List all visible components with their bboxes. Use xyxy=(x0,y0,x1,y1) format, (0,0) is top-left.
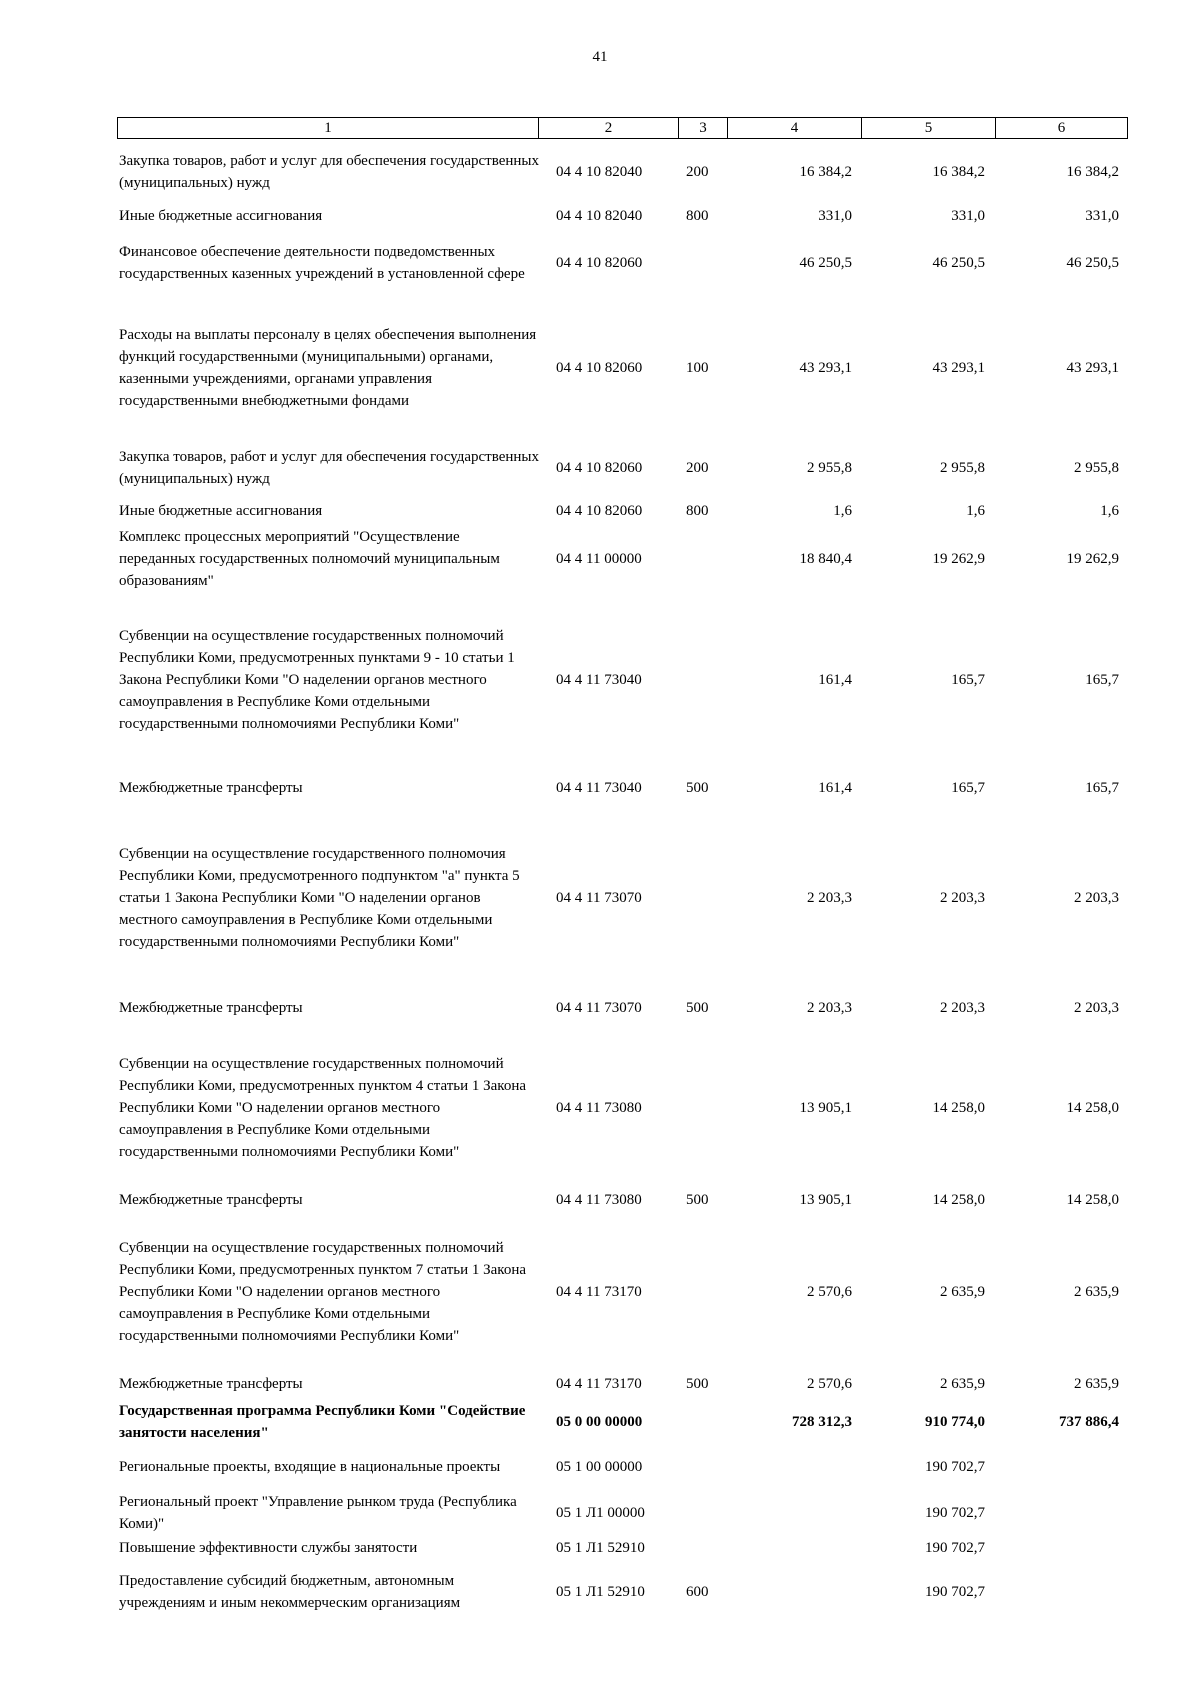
table-row xyxy=(0,438,1200,498)
row-name-cell-text: Иные бюджетные ассигнования xyxy=(119,208,323,224)
row-code-cell-text: 05 1 Л1 52910 xyxy=(556,1539,645,1556)
row-expense-type-cell xyxy=(686,1217,736,1367)
row-name-cell xyxy=(119,140,539,204)
row-expense-type-cell-text: 500 xyxy=(686,1192,709,1208)
row-amount-col4-cell xyxy=(740,1217,852,1367)
table-row xyxy=(0,1490,1200,1535)
row-expense-type-cell xyxy=(686,140,736,204)
row-amount-col5-cell-text: 14 258,0 xyxy=(932,1099,985,1116)
row-code-cell xyxy=(556,812,676,983)
table-row xyxy=(0,523,1200,595)
row-amount-col5-cell xyxy=(874,1032,985,1183)
row-code-cell xyxy=(556,297,676,438)
row-code-cell xyxy=(556,523,676,595)
row-amount-col6-cell xyxy=(1007,140,1119,204)
table-row xyxy=(0,1560,1200,1623)
row-amount-col5-cell xyxy=(874,1217,985,1367)
row-amount-col6-cell xyxy=(1007,983,1119,1032)
row-amount-col6-cell-text: 737 886,4 xyxy=(1059,1414,1119,1430)
row-name-cell xyxy=(119,498,539,523)
row-expense-type-cell xyxy=(686,1535,736,1560)
row-amount-col4-cell-text: 2 203,3 xyxy=(807,999,852,1016)
row-amount-col4-cell-text: 16 384,2 xyxy=(799,164,852,180)
row-amount-col4-cell xyxy=(740,812,852,983)
column-header-row xyxy=(118,118,1128,139)
row-code-cell xyxy=(556,1217,676,1367)
row-expense-type-cell xyxy=(686,204,736,228)
row-amount-col6-cell-text: 2 635,9 xyxy=(1074,1375,1119,1392)
row-code-cell-text: 04 4 11 00000 xyxy=(556,551,642,567)
row-amount-col6-cell-text: 2 635,9 xyxy=(1074,1284,1119,1300)
row-name-cell xyxy=(119,1217,539,1367)
row-amount-col5-cell xyxy=(874,228,985,297)
row-name-cell xyxy=(119,228,539,297)
row-amount-col4-cell xyxy=(740,1490,852,1535)
row-code-cell xyxy=(556,1535,676,1560)
row-expense-type-cell xyxy=(686,1367,736,1400)
column-header-2: 2 xyxy=(539,118,679,139)
row-code-cell-text: 04 4 11 73170 xyxy=(556,1284,642,1300)
row-amount-col6-cell xyxy=(1007,297,1119,438)
row-amount-col6-cell-text: 165,7 xyxy=(1085,671,1119,688)
row-name-cell-text: Межбюджетные трансферты xyxy=(119,999,303,1016)
row-amount-col6-cell-text: 331,0 xyxy=(1085,208,1119,224)
row-amount-col5-cell-text: 331,0 xyxy=(951,208,985,224)
row-amount-col6-cell xyxy=(1007,204,1119,228)
row-amount-col4-cell-text: 161,4 xyxy=(818,780,852,796)
row-expense-type-cell-text: 600 xyxy=(686,1583,709,1600)
row-amount-col6-cell xyxy=(1007,228,1119,297)
row-amount-col5-cell-text: 2 203,3 xyxy=(940,999,985,1016)
row-amount-col4-cell-text: 13 905,1 xyxy=(799,1192,852,1208)
row-amount-col5-cell xyxy=(874,204,985,228)
column-header-1: 1 xyxy=(118,118,539,139)
row-amount-col4-cell-text: 2 955,8 xyxy=(807,460,852,476)
row-amount-col5-cell xyxy=(874,1400,985,1444)
row-name-cell-text: Комплекс процессных мероприятий "Осуществление переданных государственных полномочий муниципальным образованиям" xyxy=(119,529,500,589)
row-amount-col6-cell xyxy=(1007,438,1119,498)
row-amount-col6-cell xyxy=(1007,1367,1119,1400)
row-amount-col6-cell-text: 14 258,0 xyxy=(1066,1192,1119,1208)
row-amount-col5-cell-text: 190 702,7 xyxy=(925,1539,985,1556)
row-code-cell xyxy=(556,204,676,228)
page-number: 41 xyxy=(592,49,608,65)
row-amount-col4-cell xyxy=(740,595,852,764)
row-name-cell xyxy=(119,523,539,595)
row-name-cell xyxy=(119,1535,539,1560)
row-expense-type-cell-text: 800 xyxy=(686,208,709,224)
row-name-cell xyxy=(119,812,539,983)
row-amount-col5-cell xyxy=(874,983,985,1032)
row-amount-col5-cell xyxy=(874,297,985,438)
row-code-cell xyxy=(556,1400,676,1444)
row-name-cell xyxy=(119,595,539,764)
row-amount-col4-cell-text: 161,4 xyxy=(818,671,852,688)
row-expense-type-cell xyxy=(686,438,736,498)
row-amount-col5-cell-text: 1,6 xyxy=(966,502,985,519)
row-code-cell xyxy=(556,140,676,204)
row-amount-col5-cell xyxy=(874,140,985,204)
row-expense-type-cell xyxy=(686,764,736,812)
row-expense-type-cell xyxy=(686,498,736,523)
table-row xyxy=(0,228,1200,297)
row-amount-col6-cell xyxy=(1007,764,1119,812)
row-expense-type-cell xyxy=(686,1490,736,1535)
row-amount-col4-cell-text: 728 312,3 xyxy=(792,1414,852,1430)
row-amount-col4-cell xyxy=(740,1444,852,1490)
row-amount-col4-cell xyxy=(740,983,852,1032)
row-amount-col5-cell-text: 190 702,7 xyxy=(925,1459,985,1475)
row-expense-type-cell xyxy=(686,1560,736,1623)
row-code-cell xyxy=(556,1444,676,1490)
row-name-cell xyxy=(119,297,539,438)
row-amount-col6-cell-text: 16 384,2 xyxy=(1066,164,1119,180)
row-amount-col5-cell xyxy=(874,812,985,983)
row-name-cell xyxy=(119,1444,539,1490)
row-code-cell xyxy=(556,1560,676,1623)
table-row xyxy=(0,498,1200,523)
row-name-cell-text: Закупка товаров, работ и услуг для обеспечения государственных (муниципальных) нужд xyxy=(119,449,540,487)
row-amount-col5-cell-text: 14 258,0 xyxy=(932,1192,985,1208)
row-amount-col5-cell-text: 2 203,3 xyxy=(940,889,985,906)
row-amount-col5-cell xyxy=(874,1535,985,1560)
row-expense-type-cell xyxy=(686,595,736,764)
table-row xyxy=(0,1217,1200,1367)
table-row xyxy=(0,1367,1200,1400)
row-amount-col6-cell xyxy=(1007,1183,1119,1217)
row-amount-col5-cell-text: 165,7 xyxy=(951,780,985,796)
row-code-cell-text: 04 4 11 73170 xyxy=(556,1375,642,1392)
row-amount-col5-cell-text: 2 635,9 xyxy=(940,1375,985,1392)
row-code-cell-text: 04 4 10 82060 xyxy=(556,254,643,271)
row-code-cell xyxy=(556,1183,676,1217)
row-code-cell-text: 05 1 00 00000 xyxy=(556,1459,643,1475)
row-name-cell-text: Региональный проект "Управление рынком труда (Республика Коми)" xyxy=(119,1493,517,1532)
row-amount-col5-cell xyxy=(874,523,985,595)
row-amount-col6-cell-text: 165,7 xyxy=(1085,780,1119,796)
table-row xyxy=(0,204,1200,228)
row-name-cell-text: Межбюджетные трансферты xyxy=(119,1192,303,1208)
row-amount-col4-cell xyxy=(740,1183,852,1217)
row-amount-col4-cell-text: 43 293,1 xyxy=(799,359,852,376)
table-row xyxy=(0,1400,1200,1444)
row-amount-col4-cell-text: 18 840,4 xyxy=(799,551,852,567)
row-expense-type-cell xyxy=(686,812,736,983)
column-header-table xyxy=(117,117,1128,139)
row-amount-col5-cell-text: 190 702,7 xyxy=(925,1504,985,1521)
row-expense-type-cell-text: 800 xyxy=(686,502,709,519)
row-expense-type-cell-text: 500 xyxy=(686,1375,709,1392)
row-amount-col6-cell-text: 46 250,5 xyxy=(1066,254,1119,271)
row-amount-col5-cell xyxy=(874,1560,985,1623)
row-amount-col6-cell xyxy=(1007,812,1119,983)
row-amount-col5-cell xyxy=(874,498,985,523)
row-expense-type-cell-text: 100 xyxy=(686,359,709,376)
row-amount-col6-cell xyxy=(1007,498,1119,523)
row-name-cell xyxy=(119,204,539,228)
row-name-cell xyxy=(119,438,539,498)
row-expense-type-cell-text: 200 xyxy=(686,164,709,180)
row-code-cell xyxy=(556,764,676,812)
row-name-cell-text: Субвенции на осуществление государственных полномочий Республики Коми, предусмотренных пунктом 7 статьи 1 Закона Республики Коми "О наделении органов местного самоуправления в Республике Коми отдельными государственными полномочиями Республики Коми" xyxy=(119,1240,527,1344)
row-code-cell-text: 05 0 00 00000 xyxy=(556,1414,643,1430)
row-amount-col5-cell xyxy=(874,1183,985,1217)
column-header-6: 6 xyxy=(996,118,1128,139)
row-amount-col4-cell xyxy=(740,438,852,498)
table-row xyxy=(0,297,1200,438)
row-name-cell xyxy=(119,1560,539,1623)
row-expense-type-cell xyxy=(686,1183,736,1217)
row-amount-col4-cell-text: 13 905,1 xyxy=(799,1099,852,1116)
row-name-cell xyxy=(119,1183,539,1217)
row-amount-col4-cell-text: 1,6 xyxy=(833,502,852,519)
row-code-cell-text: 04 4 11 73080 xyxy=(556,1099,642,1116)
row-code-cell-text: 04 4 11 73040 xyxy=(556,780,642,796)
row-code-cell xyxy=(556,1032,676,1183)
row-amount-col5-cell-text: 2 635,9 xyxy=(940,1284,985,1300)
row-name-cell-text: Региональные проекты, входящие в национальные проекты xyxy=(119,1459,501,1475)
row-name-cell-text: Субвенции на осуществление государственного полномочия Республики Коми, предусмотренного подпунктом "а" пункта 5 статьи 1 Закона Республики Коми "О наделении органов местного самоуправления в Республике Коми отдельными государственными полномочиями Республики Коми" xyxy=(119,845,520,950)
row-amount-col6-cell xyxy=(1007,523,1119,595)
row-amount-col6-cell xyxy=(1007,1444,1119,1490)
row-amount-col6-cell-text: 2 203,3 xyxy=(1074,999,1119,1016)
row-amount-col5-cell xyxy=(874,1490,985,1535)
row-name-cell xyxy=(119,983,539,1032)
row-expense-type-cell xyxy=(686,523,736,595)
table-row xyxy=(0,764,1200,812)
row-name-cell xyxy=(119,1367,539,1400)
table-row xyxy=(0,1183,1200,1217)
row-amount-col6-cell xyxy=(1007,1535,1119,1560)
row-name-cell xyxy=(119,764,539,812)
row-amount-col5-cell-text: 190 702,7 xyxy=(925,1583,985,1600)
row-amount-col4-cell xyxy=(740,764,852,812)
row-amount-col4-cell xyxy=(740,1400,852,1444)
row-amount-col5-cell-text: 46 250,5 xyxy=(932,254,985,271)
table-row xyxy=(0,1444,1200,1490)
row-amount-col4-cell xyxy=(740,228,852,297)
row-amount-col4-cell xyxy=(740,140,852,204)
row-code-cell xyxy=(556,1367,676,1400)
row-amount-col4-cell xyxy=(740,1367,852,1400)
table-row xyxy=(0,595,1200,764)
row-name-cell-text: Закупка товаров, работ и услуг для обеспечения государственных (муниципальных) нужд xyxy=(119,153,540,191)
row-amount-col6-cell xyxy=(1007,1490,1119,1535)
row-amount-col5-cell xyxy=(874,438,985,498)
column-header-3: 3 xyxy=(679,118,728,139)
row-amount-col5-cell xyxy=(874,764,985,812)
row-amount-col5-cell xyxy=(874,1444,985,1490)
row-name-cell xyxy=(119,1032,539,1183)
row-amount-col4-cell xyxy=(740,498,852,523)
row-amount-col4-cell xyxy=(740,523,852,595)
row-code-cell-text: 04 4 10 82060 xyxy=(556,502,643,519)
row-amount-col5-cell xyxy=(874,595,985,764)
row-amount-col4-cell-text: 2 203,3 xyxy=(807,889,852,906)
row-expense-type-cell xyxy=(686,1032,736,1183)
row-amount-col6-cell xyxy=(1007,1032,1119,1183)
row-code-cell xyxy=(556,498,676,523)
row-code-cell-text: 04 4 10 82040 xyxy=(556,164,643,180)
row-amount-col6-cell xyxy=(1007,1217,1119,1367)
row-code-cell-text: 04 4 11 73080 xyxy=(556,1192,642,1208)
row-amount-col6-cell-text: 2 203,3 xyxy=(1074,889,1119,906)
row-name-cell-text: Межбюджетные трансферты xyxy=(119,780,303,796)
row-amount-col4-cell xyxy=(740,204,852,228)
row-code-cell-text: 04 4 11 73070 xyxy=(556,889,642,906)
row-code-cell-text: 04 4 10 82040 xyxy=(556,208,643,224)
row-amount-col6-cell-text: 2 955,8 xyxy=(1074,460,1119,476)
row-amount-col5-cell-text: 43 293,1 xyxy=(932,359,985,376)
row-amount-col4-cell-text: 2 570,6 xyxy=(807,1284,852,1300)
row-name-cell-text: Финансовое обеспечение деятельности подведомственных государственных казенных учреждений в установленной сфере xyxy=(119,243,525,282)
column-header-5: 5 xyxy=(862,118,996,139)
row-amount-col5-cell-text: 2 955,8 xyxy=(940,460,985,476)
table-row xyxy=(0,983,1200,1032)
row-code-cell-text: 04 4 10 82060 xyxy=(556,460,643,476)
row-name-cell-text: Предоставление субсидий бюджетным, автономным учреждениям и иным некоммерческим организациям xyxy=(119,1572,461,1611)
row-name-cell-text: Государственная программа Республики Коми "Содействие занятости населения" xyxy=(119,1403,526,1441)
row-amount-col4-cell xyxy=(740,297,852,438)
row-amount-col5-cell-text: 165,7 xyxy=(951,671,985,688)
row-expense-type-cell-text: 200 xyxy=(686,460,709,476)
row-name-cell xyxy=(119,1490,539,1535)
row-amount-col6-cell-text: 1,6 xyxy=(1100,502,1119,519)
row-code-cell xyxy=(556,983,676,1032)
row-code-cell-text: 05 1 Л1 00000 xyxy=(556,1504,645,1521)
row-code-cell-text: 05 1 Л1 52910 xyxy=(556,1583,645,1600)
row-name-cell-text: Субвенции на осуществление государственных полномочий Республики Коми, предусмотренных пунктами 9 - 10 статьи 1 Закона Республики Коми "О наделении органов местного самоуправления в Республике Коми отдельными государственными полномочиями Республики Коми" xyxy=(119,627,515,732)
row-code-cell xyxy=(556,595,676,764)
table-row xyxy=(0,1032,1200,1183)
row-name-cell-text: Расходы на выплаты персоналу в целях обеспечения выполнения функций государственными (муниципальными) органами, казенными учреждениями, органами управления государственными внебюджетными фондами xyxy=(119,326,537,409)
row-amount-col4-cell xyxy=(740,1535,852,1560)
table-row xyxy=(0,140,1200,204)
row-name-cell-text: Иные бюджетные ассигнования xyxy=(119,502,323,519)
row-code-cell xyxy=(556,438,676,498)
budget-table-body xyxy=(0,140,1200,1623)
row-amount-col6-cell-text: 14 258,0 xyxy=(1066,1099,1119,1116)
row-expense-type-cell-text: 500 xyxy=(686,780,709,796)
row-code-cell-text: 04 4 10 82060 xyxy=(556,359,643,376)
row-amount-col5-cell-text: 910 774,0 xyxy=(925,1414,985,1430)
row-expense-type-cell xyxy=(686,228,736,297)
row-amount-col4-cell xyxy=(740,1560,852,1623)
row-amount-col6-cell xyxy=(1007,1560,1119,1623)
table-row xyxy=(0,812,1200,983)
table-row xyxy=(0,1535,1200,1560)
row-code-cell xyxy=(556,228,676,297)
row-expense-type-cell xyxy=(686,297,736,438)
row-code-cell-text: 04 4 11 73070 xyxy=(556,999,642,1016)
row-amount-col6-cell-text: 19 262,9 xyxy=(1066,551,1119,567)
row-amount-col5-cell xyxy=(874,1367,985,1400)
row-amount-col5-cell-text: 16 384,2 xyxy=(932,164,985,180)
row-code-cell-text: 04 4 11 73040 xyxy=(556,671,642,688)
row-expense-type-cell-text: 500 xyxy=(686,999,709,1016)
row-code-cell xyxy=(556,1490,676,1535)
row-amount-col4-cell-text: 2 570,6 xyxy=(807,1375,852,1392)
row-amount-col5-cell-text: 19 262,9 xyxy=(932,551,985,567)
row-amount-col4-cell-text: 331,0 xyxy=(818,208,852,224)
row-expense-type-cell xyxy=(686,1444,736,1490)
row-expense-type-cell xyxy=(686,983,736,1032)
row-expense-type-cell xyxy=(686,1400,736,1444)
row-amount-col6-cell xyxy=(1007,1400,1119,1444)
column-header-4: 4 xyxy=(728,118,862,139)
row-name-cell-text: Субвенции на осуществление государственных полномочий Республики Коми, предусмотренных пунктом 4 статьи 1 Закона Республики Коми "О наделении органов местного самоуправления в Республике Коми отдельными государственными полномочиями Республики Коми" xyxy=(119,1055,527,1160)
row-name-cell-text: Межбюджетные трансферты xyxy=(119,1375,303,1392)
row-amount-col4-cell xyxy=(740,1032,852,1183)
row-name-cell xyxy=(119,1400,539,1444)
row-amount-col4-cell-text: 46 250,5 xyxy=(799,254,852,271)
row-name-cell-text: Повышение эффективности службы занятости xyxy=(119,1539,418,1556)
row-amount-col6-cell-text: 43 293,1 xyxy=(1066,359,1119,376)
row-amount-col6-cell xyxy=(1007,595,1119,764)
